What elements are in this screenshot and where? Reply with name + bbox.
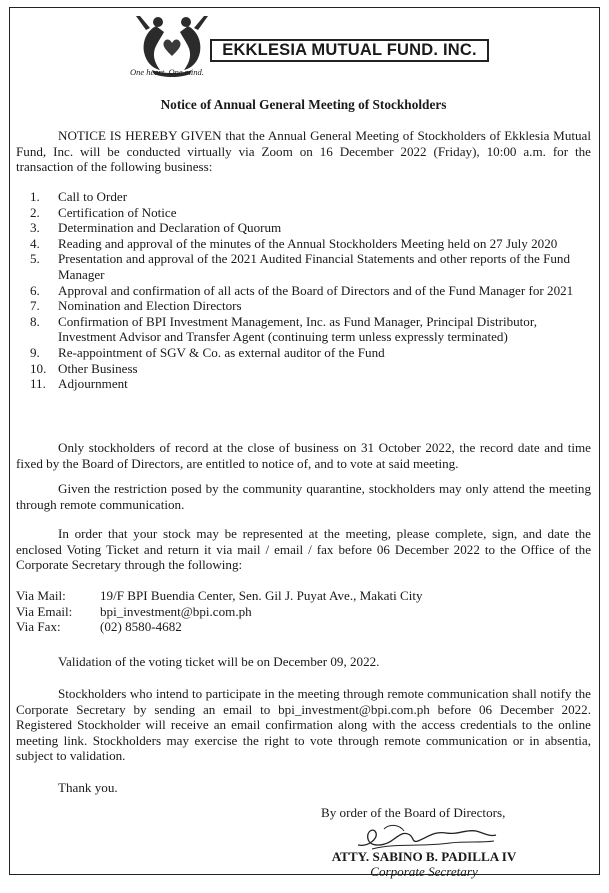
agenda-item: [16, 361, 591, 377]
agenda-item: [16, 205, 591, 221]
thanks-line: Thank you.: [58, 780, 118, 795]
agenda-item-number: 5.: [30, 251, 40, 267]
signer-name: ATTY. SABINO B. PADILLA IV: [331, 849, 517, 864]
validation-paragraph: Validation of the voting ticket will be on December 09, 2022.: [58, 654, 380, 669]
contact-row-mail: [16, 588, 591, 604]
contact-value: 19/F BPI Buendia Center, Sen. Gil J. Puyat Ave., Makati City: [100, 588, 423, 603]
agenda-item: [16, 251, 591, 282]
signer-title: Corporate Secretary: [370, 864, 478, 879]
agenda-item-text: Presentation and approval of the 2021 Audited Financial Statements and other reports of the Fund Manager: [58, 251, 570, 282]
agenda-item-number: 2.: [30, 204, 40, 220]
agenda-list: [16, 189, 591, 392]
quarantine-paragraph: Given the restriction posed by the community quarantine, stockholders may only attend the meeting through remote communication.: [16, 481, 591, 512]
agenda-item: [16, 345, 591, 361]
by-order-line: By order of the Board of Directors,: [321, 805, 506, 820]
agenda-item-text: Adjournment: [58, 376, 128, 392]
agenda-item-text: Re-appointment of SGV & Co. as external auditor of the Fund: [58, 344, 385, 360]
agenda-item-text: Nomination and Election Directors: [58, 298, 242, 314]
agenda-item-number: 3.: [30, 220, 40, 236]
agenda-item: [16, 189, 591, 205]
agenda-item-number: 7.: [30, 298, 40, 314]
agenda-item: [16, 298, 591, 314]
agenda-item-text: Approval and confirmation of all acts of the Board of Directors and of the Fund Manager for 2021: [58, 282, 574, 298]
agenda-item-text: Confirmation of BPI Investment Management, Inc. as Fund Manager, Principal Distributor, Investment Advisor and Transfer Agent (continuing term unless expressly terminated): [58, 313, 537, 345]
intro-paragraph: NOTICE IS HEREBY GIVEN that the Annual General Meeting of Stockholders of Ekklesia Mutual Fund, Inc. will be conducted virtually via Zoom on 16 December 2022 (Friday), 10:00 a.m. for the transaction of the following business:: [16, 128, 591, 175]
notice-content: [16, 8, 591, 879]
notice-title: Notice of Annual General Meeting of Stockholders: [160, 97, 447, 112]
agenda-item: [16, 283, 591, 299]
company-name: EKKLESIA MUTUAL FUND. INC.: [210, 39, 489, 62]
contact-value: (02) 8580-4682: [100, 619, 182, 635]
contact-label: Via Email:: [16, 603, 73, 619]
notice-page: [9, 7, 600, 879]
contact-value: bpi_investment@bpi.com.ph: [100, 603, 252, 619]
agenda-item-text: Reading and approval of the minutes of the Annual Stockholders Meeting held on 27 July 2020: [58, 235, 558, 251]
contact-label: Via Mail:: [16, 588, 66, 603]
agenda-item-text: Determination and Declaration of Quorum: [58, 220, 282, 236]
voting-instructions-paragraph: In order that your stock may be represented at the meeting, please complete, sign, and date the enclosed Voting Ticket and return it via mail / email / fax before 06 December 2022 to the Office of the Corporate Secretary through the following:: [16, 526, 591, 573]
agenda-item-number: 11.: [30, 376, 46, 392]
agenda-item: [16, 376, 591, 392]
contact-list: [16, 588, 591, 635]
agenda-item-text: Call to Order: [58, 189, 128, 204]
agenda-item-number: 8.: [30, 313, 40, 329]
agenda-item-number: 6.: [30, 282, 40, 298]
agenda-item-number: 1.: [30, 189, 40, 204]
contact-row-fax: [16, 619, 591, 635]
record-date-paragraph: Only stockholders of record at the close of business on 31 October 2022, the record date and time fixed by the Board of Directors, are entitled to notice of, and to vote at said meeting.: [16, 440, 591, 471]
agenda-item-text: Other Business: [58, 360, 138, 376]
remote-participation-paragraph: Stockholders who intend to participate in the meeting through remote communication shall notify the Corporate Secretary by sending an email to bpi_investment@bpi.com.ph before 06 December 2022. Registered Stockholder will receive an email confirmation along with the access credentials to the online meeting link. Stockholders may exercise the right to vote through remote communication or in absentia, subject to validation.: [16, 686, 591, 764]
agenda-item: [16, 314, 591, 345]
contact-label: Via Fax:: [16, 619, 61, 635]
agenda-item: [16, 220, 591, 236]
agenda-item-number: 10.: [30, 360, 47, 376]
agenda-item-number: 9.: [30, 344, 40, 360]
logo-tagline: One heart. One mind.: [130, 67, 204, 77]
agenda-item: [16, 236, 591, 252]
agenda-item-number: 4.: [30, 235, 40, 251]
agenda-item-text: Certification of Notice: [58, 204, 177, 220]
contact-row-email: [16, 604, 591, 620]
